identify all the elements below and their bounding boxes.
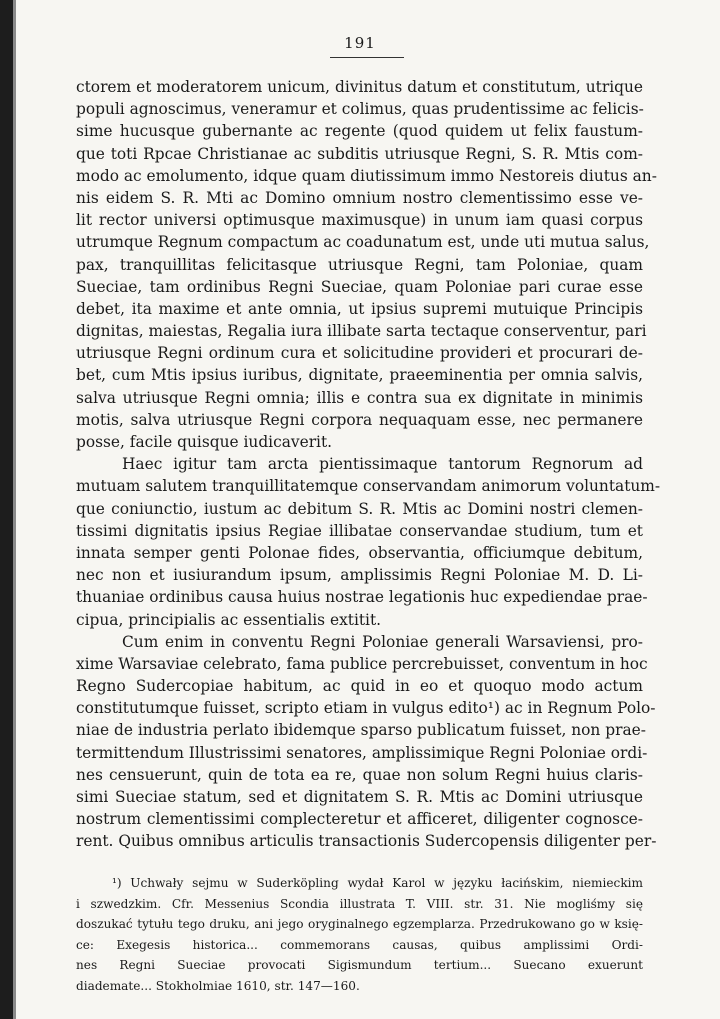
text-line: dignitas, maiestas, Regalia iura illibate sarta tectaque conserventur, pari <box>76 322 647 341</box>
page-number: 191 <box>344 34 376 52</box>
paragraph-start-line: Cum enim in conventu Regni Poloniae generali Warsaviensi, pro- <box>122 632 643 651</box>
footnote-line: nes Regni Sueciae provocati Sigismundum tertium... Suecano exuerunt <box>76 958 643 972</box>
text-line: mutuam salutem tranquillitatemque conservandam animorum voluntatum- <box>76 477 661 496</box>
scan-left-edge <box>0 0 13 1019</box>
footnote-line: ce: Exegesis historica... commemorans causas, quibus amplissimi Ordi- <box>76 937 643 952</box>
text-line: tissimi dignitatis ipsius Regiae illibatae conservandae studium, tum et <box>76 521 643 540</box>
paragraph-end-line: posse, facile quisque iudicaverit. <box>76 433 333 451</box>
text-line: thuaniae ordinibus causa huius nostrae legationis huc expediendae prae- <box>76 588 648 607</box>
text-line: nec non et iusiurandum ipsum, amplissimis Regni Poloniae M. D. Li- <box>76 566 643 585</box>
text-line: utriusque Regni ordinum cura et solicitudine provideri et procurari de- <box>76 344 643 363</box>
text-line: salva utriusque Regni omnia; illis e contra sua ex dignitate in minimis <box>76 388 643 407</box>
text-line: constitutumque fuisset, scripto etiam in vulgus edito¹) ac in Regnum Polo- <box>76 699 656 718</box>
footnote-line: doszukać tytułu tego druku, ani jego oryginalnego egzemplarza. Przedrukowano go w księ- <box>76 917 643 931</box>
text-line: nis eidem S. R. Mti ac Domino omnium nostro clementissimo esse ve- <box>76 188 643 207</box>
text-line: debet, ita maxime et ante omnia, ut ipsius supremi mutuique Principis <box>76 299 643 318</box>
text-line: lit rector universi optimusque maximusque) in unum iam quasi corpus <box>76 211 643 230</box>
footnote <box>76 873 643 996</box>
text-line: bet, cum Mtis ipsius iuribus, dignitate, praeeminentia per omnia salvis, <box>76 366 643 385</box>
text-line: populi agnoscimus, veneramur et colimus, quas prudentissime ac felicis- <box>76 100 644 119</box>
text-line: ctorem et moderatorem unicum, divinitus datum et constitutum, utrique <box>76 78 643 96</box>
text-line: Sueciae, tam ordinibus Regni Sueciae, quam Poloniae pari curae esse <box>76 277 643 296</box>
text-line: simi Sueciae statum, sed et dignitatem S. R. Mtis ac Domini utriusque <box>76 788 643 806</box>
text-line: pax, tranquillitas felicitasque utriusque Regni, tam Poloniae, quam <box>76 255 643 274</box>
text-line: niae de industria perlato ibidemque sparso publicatum fuisset, non prae- <box>76 721 646 740</box>
text-line: sime hucusque gubernante ac regente (quod quidem ut felix faustum- <box>76 122 643 141</box>
text-line: que coniunctio, iustum ac debitum S. R. Mtis ac Domini nostri clemen- <box>76 499 643 518</box>
text-line: nostrum clementissimi complecteretur et afficeret, diligenter cognosce- <box>76 810 643 829</box>
text-line: innata semper genti Polonae fides, observantia, officiumque debitum, <box>76 543 643 562</box>
footnote-line: ¹) Uchwały sejmu w Suderköpling wydał Karol w języku łacińskim, niemieckim <box>112 876 643 890</box>
scan-left-edge-shadow <box>13 0 16 1019</box>
text-line: que toti Rpcae Christianae ac subditis utriusque Regni, S. R. Mtis com- <box>76 144 643 163</box>
footnote-line: i szwedzkim. Cfr. Messenius Scondia illustrata T. VIII. str. 31. Nie mogliśmy się <box>76 896 643 911</box>
text-line: utrumque Regnum compactum ac coadunatum est, unde uti mutua salus, <box>76 233 650 252</box>
text-line: Regno Sudercopiae habitum, ac quid in eo et quoquo modo actum <box>76 677 643 696</box>
text-line: rent. Quibus omnibus articulis transactionis Sudercopensis diligenter per- <box>76 832 657 851</box>
text-line: xime Warsaviae celebrato, fama publice percrebuisset, conventum in hoc <box>76 654 648 673</box>
text-line: motis, salva utriusque Regni corpora nequaquam esse, nec permanere <box>76 410 643 429</box>
text-line: termittendum Illustrissimi senatores, amplissimique Regni Poloniae ordi- <box>76 743 648 762</box>
main-text <box>76 76 661 853</box>
paragraph-end-line: cipua, principialis ac essentialis extitit. <box>76 610 382 629</box>
page-number-rule <box>330 57 404 58</box>
text-line: nes censuerunt, quin de tota ea re, quae non solum Regni huius claris- <box>76 765 643 784</box>
paragraph-start-line: Haec igitur tam arcta pientissimaque tantorum Regnorum ad <box>122 455 643 474</box>
footnote-line: diademate... Stokholmiae 1610, str. 147—160. <box>76 978 360 993</box>
text-line: modo ac emolumento, idque quam diutissimum immo Nestoreis diutus an- <box>76 166 657 185</box>
